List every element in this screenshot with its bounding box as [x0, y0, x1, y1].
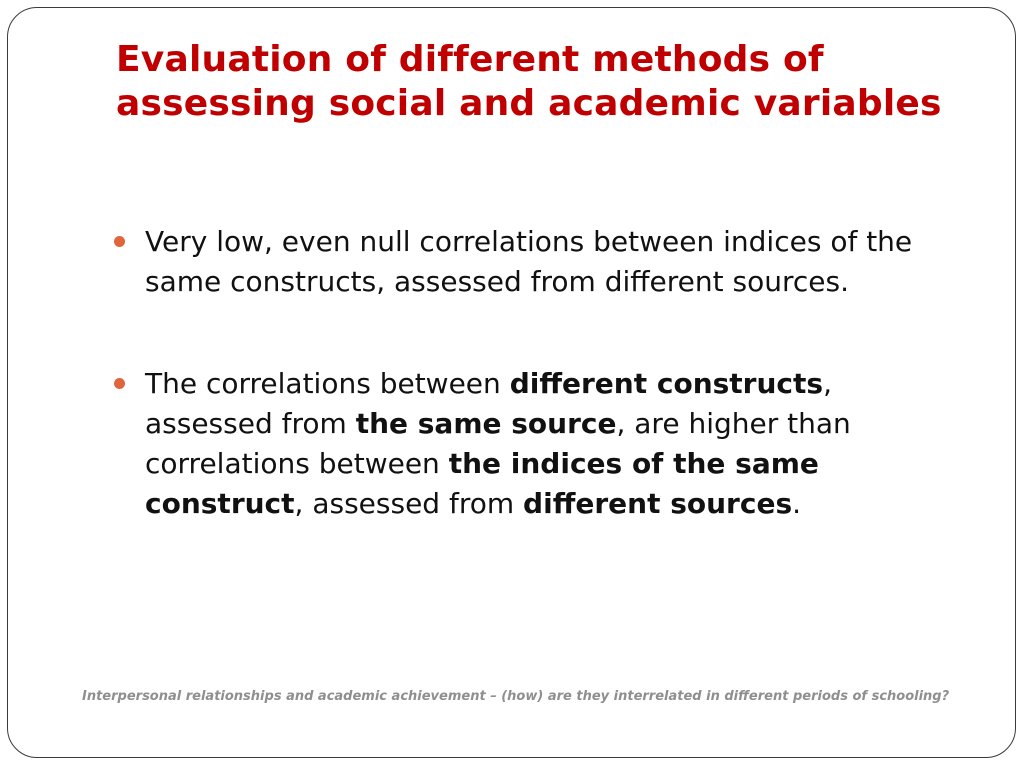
bullet-item-2	[110, 364, 960, 524]
bullet-2-segment-5: , are higher than correlations between	[145, 407, 851, 480]
bullet-item-1	[110, 222, 960, 302]
bullet-2-segment-3: , assessed from	[145, 367, 832, 440]
bullet-list	[110, 222, 960, 524]
bullet-2-emphasis-same-source: the same source	[355, 407, 617, 440]
bullet-2-emphasis-different-constructs: different constructs	[509, 367, 824, 400]
bullet-2-segment-9: .	[792, 487, 802, 520]
bullet-2-emphasis-different-sources: different sources	[523, 487, 793, 520]
bullet-dot-icon	[114, 236, 125, 247]
bullet-2-segment-7: , assessed from	[294, 487, 524, 520]
bullet-2-emphasis-indices-same-construct: the indices of the same construct	[145, 447, 819, 520]
bullet-1-text: Very low, even null correlations between indices of the same constructs, assessed from different sources.	[145, 225, 913, 298]
bullet-2-segment-1: The correlations between	[145, 367, 510, 400]
slide-title: Evaluation of different methods of assessing social and academic variables	[116, 39, 942, 124]
bullet-dot-icon	[114, 378, 125, 389]
slide-footer: Interpersonal relationships and academic achievement – (how) are they interrelated in different periods of schooling?	[82, 689, 950, 704]
